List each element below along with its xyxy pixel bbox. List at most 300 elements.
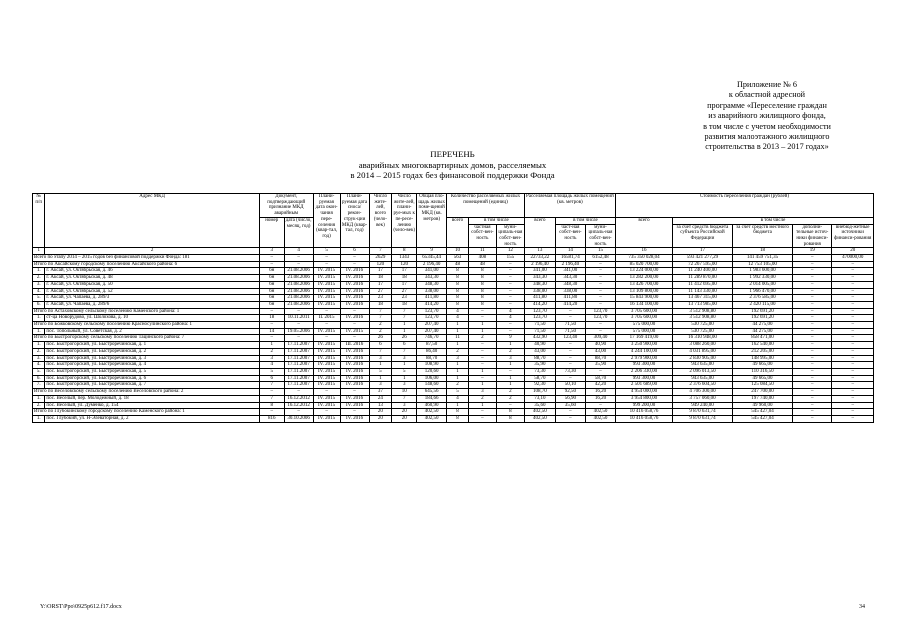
table-cell: IV. 2015 xyxy=(313,415,340,422)
column-number: 2 xyxy=(45,248,259,255)
table-cell: 247 700,00 xyxy=(732,389,792,396)
table-cell: – xyxy=(340,389,369,396)
footer-page-number: 34 xyxy=(859,604,865,610)
table-cell: 5 xyxy=(259,368,284,375)
header-no: № п/п xyxy=(33,194,45,248)
table-cell: 2 376 604,50 xyxy=(672,382,732,389)
table-cell: 1 xyxy=(447,368,469,375)
table-cell: 5 xyxy=(447,389,469,396)
table-cell: IV. 2015 xyxy=(313,268,340,275)
table-cell: 108,70 xyxy=(524,389,555,396)
table-cell: IV. 2016 xyxy=(340,348,369,355)
table-cell: – xyxy=(832,355,874,362)
table-cell: – xyxy=(832,402,874,409)
appendix-line: строительства в 2013 – 2017 годах» xyxy=(705,142,829,152)
table-cell: 44 275,00 xyxy=(732,322,792,329)
table-cell: – xyxy=(793,301,832,308)
table-cell: – xyxy=(496,261,524,268)
table-cell: 207,40 xyxy=(417,328,447,335)
table-cell: 645,56 xyxy=(417,389,447,396)
row-address: ст-ца Новорудово, ул. Шолохова, д. 10 xyxy=(45,315,259,322)
table-cell: 49 960,00 xyxy=(732,402,792,409)
table-cell: 7 xyxy=(369,348,392,355)
table-cell: 1 966 470,00 xyxy=(732,288,792,295)
table-cell: – xyxy=(793,261,832,268)
table-cell: 1 xyxy=(259,342,284,349)
table-cell: 3 xyxy=(392,402,417,409)
table-cell: – xyxy=(496,328,524,335)
table-cell: 2 xyxy=(496,389,524,396)
table-cell: 2 096 013,50 xyxy=(672,368,732,375)
table-cell: 18 xyxy=(369,301,392,308)
header-count-inc: в том числе xyxy=(468,217,524,224)
table-cell: – xyxy=(793,382,832,389)
table-cell: – xyxy=(832,395,874,402)
table-cell: 4 031 895,00 xyxy=(672,348,732,355)
column-number: 16 xyxy=(615,248,672,255)
table-cell: 108,90 xyxy=(417,362,447,369)
subtotal-row xyxy=(33,261,874,268)
table-cell: 8 xyxy=(259,402,284,409)
table-cell: – xyxy=(340,409,369,416)
table-cell: – xyxy=(793,308,832,315)
table-cell: – xyxy=(793,281,832,288)
table-cell: 3 250 900,00 xyxy=(615,342,672,349)
table-cell: 71,50 xyxy=(524,322,555,329)
table-cell: 2 196,40 xyxy=(555,261,585,268)
row-address: г. Аксай, ул. Октябрьская, д. 50 xyxy=(45,281,259,288)
table-cell: 338,00 xyxy=(417,288,447,295)
table-cell: 309,40 xyxy=(585,335,615,342)
table-cell: 106,00 xyxy=(417,375,447,382)
column-number: 17 xyxy=(672,248,732,255)
table-cell: 184,66 xyxy=(417,395,447,402)
table-cell: 10.11.2011 xyxy=(284,315,313,322)
column-number: 1 xyxy=(33,248,45,255)
table-cell: 22733,22 xyxy=(524,255,555,262)
header-doc-number: номер xyxy=(259,217,284,248)
row-address: пос. Быстрогорский, ул. Быстроречинская, д. 7 xyxy=(45,382,259,389)
table-cell: 43,00 xyxy=(585,348,615,355)
table-cell: 18 xyxy=(369,275,392,282)
table-cell: 1 xyxy=(369,375,392,382)
table-row xyxy=(33,315,874,322)
table-cell: 3 512 908,80 xyxy=(672,308,732,315)
table-cell: – xyxy=(340,335,369,342)
table-cell: – xyxy=(585,281,615,288)
table-cell: 1 992 330,00 xyxy=(732,275,792,282)
table-cell: 411,80 xyxy=(417,295,447,302)
table-row xyxy=(33,355,874,362)
table-cell: 123,40 xyxy=(555,335,585,342)
table-cell: IV. 2016 xyxy=(340,268,369,275)
table-cell: 17.11.2007 xyxy=(284,348,313,355)
table-wrapper xyxy=(32,193,874,423)
row-number: 2. xyxy=(33,275,45,282)
row-address: пос. Глубокий, ул. Н-Элеваторная, д. 2 xyxy=(45,415,259,422)
table-cell: – xyxy=(832,261,874,268)
table-cell: 7 xyxy=(369,308,392,315)
table-cell: – xyxy=(313,255,340,262)
header-area-inc: в том числе xyxy=(555,217,615,224)
row-number: 1. xyxy=(33,415,45,422)
table-cell: 40,90 xyxy=(524,342,555,349)
table-cell: 14 xyxy=(259,328,284,335)
table-cell: – xyxy=(313,389,340,396)
header-cost-total: всего xyxy=(615,217,672,248)
table-cell: 13 xyxy=(369,402,392,409)
table-cell: IV. 2015 xyxy=(313,281,340,288)
table-cell: 92,50 xyxy=(555,389,585,396)
table-cell: 6н xyxy=(259,281,284,288)
table-cell: 1 xyxy=(369,362,392,369)
table-cell: – xyxy=(259,335,284,342)
table-cell: 88,70 xyxy=(585,355,615,362)
table-cell: 24 xyxy=(369,395,392,402)
column-number: 10 xyxy=(447,248,469,255)
table-cell: – xyxy=(468,342,496,349)
table-cell: 71,50 xyxy=(524,328,555,335)
table-cell: 746,70 xyxy=(417,335,447,342)
table-cell: 123,70 xyxy=(585,308,615,315)
table-cell: 545 427,04 xyxy=(732,415,792,422)
table-cell: – xyxy=(832,281,874,288)
table-cell: 2 xyxy=(496,395,524,402)
table-cell: – xyxy=(468,415,496,422)
table-cell: IV. 2016 xyxy=(340,355,369,362)
table-cell: 16 310 948,00 xyxy=(672,335,732,342)
table-cell: – xyxy=(793,255,832,262)
table-cell: 3 xyxy=(392,382,417,389)
table-cell: 18 xyxy=(392,275,417,282)
table-cell: 40,90 xyxy=(585,342,615,349)
table-cell: – xyxy=(832,301,874,308)
row-address: г. Аксай, ул. Октябрьская, д. 52 xyxy=(45,288,259,295)
table-cell: 593 421 277,29 xyxy=(672,255,732,262)
table-cell: – xyxy=(793,335,832,342)
table-cell: 402,50 xyxy=(417,409,447,416)
table-cell: 148,60 xyxy=(417,382,447,389)
table-cell: 402,50 xyxy=(524,409,555,416)
table-cell: 816 xyxy=(259,415,284,422)
header-area-municipal: муни-ципаль-ная собст-вен-ность xyxy=(585,224,615,248)
table-cell: – xyxy=(585,275,615,282)
row-address: пос. Быстрогорский, ул. Быстроречинская, д. 5 xyxy=(45,368,259,375)
table-cell: 6н xyxy=(259,301,284,308)
table-cell: – xyxy=(340,255,369,262)
row-number: 1. xyxy=(33,315,45,322)
table-cell: – xyxy=(793,322,832,329)
table-cell: – xyxy=(555,415,585,422)
table-cell: – xyxy=(793,362,832,369)
table-cell: – xyxy=(832,362,874,369)
table-cell: 2 xyxy=(259,348,284,355)
table-cell: – xyxy=(284,308,313,315)
table-cell: IV. 2015 xyxy=(313,362,340,369)
column-number: 15 xyxy=(585,248,615,255)
appendix-line: в том числе с учетом необходимости xyxy=(703,121,831,131)
table-cell: 88,70 xyxy=(524,355,555,362)
table-cell: – xyxy=(585,295,615,302)
table-cell: – xyxy=(259,255,284,262)
table-cell: 2 376 585,00 xyxy=(732,295,792,302)
table-cell: 4 954 000,00 xyxy=(615,389,672,396)
column-number: 6 xyxy=(340,248,369,255)
header-count-private: частная собст-вен-ность xyxy=(468,224,496,248)
header-cost-extra: внебюд-жетные источники финанси-рования xyxy=(832,224,874,248)
table-cell: 13 224 000,00 xyxy=(615,268,672,275)
row-number: 2. xyxy=(33,348,45,355)
table-cell: 3 xyxy=(369,355,392,362)
table-cell: 8 xyxy=(447,275,469,282)
table-cell: 123,70 xyxy=(417,315,447,322)
table-cell: 858 471,00 xyxy=(732,335,792,342)
table-cell: IV. 2015 xyxy=(313,375,340,382)
table-cell: IV. 2015 xyxy=(313,395,340,402)
table-row xyxy=(33,328,874,335)
table-cell: 4 xyxy=(447,395,469,402)
table-cell: – xyxy=(832,335,874,342)
header-residents-total: Число жите-лей, всего (чело-век) xyxy=(369,194,392,248)
table-cell: IV. 2015 xyxy=(313,301,340,308)
table-cell: 7 xyxy=(392,395,417,402)
table-cell: 460,90 xyxy=(417,402,447,409)
table-cell: 20 xyxy=(369,415,392,422)
table-cell: IV. 2015 xyxy=(313,328,340,335)
table-cell: – xyxy=(793,288,832,295)
table-cell: 120 xyxy=(392,261,417,268)
subtotal-row xyxy=(33,335,874,342)
table-cell: 27 xyxy=(392,288,417,295)
table-cell: 8 xyxy=(468,301,496,308)
table-cell: IV. 2015 xyxy=(313,342,340,349)
table-cell: 16.12.2012 xyxy=(284,402,313,409)
table-cell: 9 870 631,74 xyxy=(672,409,732,416)
table-row xyxy=(33,415,874,422)
table-cell: 123,70 xyxy=(585,315,615,322)
table-cell: 20 xyxy=(369,409,392,416)
table-cell: 3 954 800,00 xyxy=(615,395,672,402)
table-cell: IV. 2016 xyxy=(340,288,369,295)
table-cell: 2 979 900,00 xyxy=(615,355,672,362)
table-cell: 26 xyxy=(369,335,392,342)
table-cell: 17.11.2007 xyxy=(284,382,313,389)
table-cell: 341,00 xyxy=(555,268,585,275)
table-cell: – xyxy=(259,322,284,329)
table-cell: 545 427,04 xyxy=(732,409,792,416)
table-cell: – xyxy=(832,295,874,302)
row-address: пос. Быстрогорский, ул. Быстроречинская, д. 6 xyxy=(45,375,259,382)
table-cell: 35,90 xyxy=(585,362,615,369)
table-cell: 3 088 260,00 xyxy=(672,342,732,349)
table-cell: IV. 2015 xyxy=(313,368,340,375)
table-cell: – xyxy=(555,308,585,315)
table-cell: 348,30 xyxy=(555,281,585,288)
column-number: 19 xyxy=(793,248,832,255)
table-cell: – xyxy=(284,322,313,329)
table-cell: 999 200,00 xyxy=(615,402,672,409)
table-cell: 7 xyxy=(392,315,417,322)
table-cell: 16,20 xyxy=(585,389,615,396)
table-cell: – xyxy=(585,301,615,308)
subtotal-row xyxy=(33,409,874,416)
table-cell: 212 205,00 xyxy=(732,348,792,355)
table-cell: IV. 2015 xyxy=(313,355,340,362)
column-number: 12 xyxy=(496,248,524,255)
table-cell: IV. 2015 xyxy=(313,382,340,389)
table-cell: 3 xyxy=(369,382,392,389)
table-cell: – xyxy=(585,368,615,375)
table-cell: 2 501 689,00 xyxy=(615,382,672,389)
row-number: 5. xyxy=(33,368,45,375)
row-address: пос. Быстрогорский, ул. Быстроречинская, д. 3 xyxy=(45,355,259,362)
table-cell: – xyxy=(793,389,832,396)
header-area-group: Расселяемая площадь жилых помещений (кв. метров) xyxy=(524,194,615,218)
table-cell: 9 870 631,74 xyxy=(672,415,732,422)
table-cell: 43,00 xyxy=(524,348,555,355)
table-cell: 49 665,00 xyxy=(732,375,792,382)
table-cell: 6 xyxy=(369,342,392,349)
table-cell: 21.08.2006 xyxy=(284,301,313,308)
table-cell: IV. 2016 xyxy=(340,301,369,308)
table-cell: – xyxy=(585,328,615,335)
table-cell: II. 2015 xyxy=(313,315,340,322)
table-cell: – xyxy=(496,322,524,329)
table-cell: 3 xyxy=(496,355,524,362)
table-cell: 88,70 xyxy=(417,355,447,362)
table-cell: – xyxy=(585,261,615,268)
table-cell: IV. 2016 xyxy=(340,402,369,409)
table-cell: 15 843 900,00 xyxy=(615,295,672,302)
table-cell: 73,30 xyxy=(555,368,585,375)
table-cell: – xyxy=(832,322,874,329)
table-cell: III. 2016 xyxy=(340,342,369,349)
table-cell: 402,50 xyxy=(417,415,447,422)
subtotal-label: Итого по Глубокинскому городскому поселению Каменского района: 1 xyxy=(33,409,260,416)
table-cell: – xyxy=(313,308,340,315)
table-row xyxy=(33,382,874,389)
table-cell: IV. 2016 xyxy=(340,415,369,422)
total-label: Всего по этапу 2014 – 2015 годов без финансовой поддержки Фонда: 181 xyxy=(33,255,260,262)
table-cell: 71,50 xyxy=(555,328,585,335)
table-cell: – xyxy=(832,368,874,375)
table-cell: 49 665,00 xyxy=(732,362,792,369)
table-cell: 16.12.2012 xyxy=(284,395,313,402)
table-cell: IV. 2016 xyxy=(340,382,369,389)
table-cell: IV. 2015 xyxy=(313,348,340,355)
table-cell: 993 300,00 xyxy=(615,375,672,382)
table-cell: 6 xyxy=(259,375,284,382)
table-cell: 20 xyxy=(392,415,417,422)
table-cell: 6н xyxy=(259,288,284,295)
table-cell: – xyxy=(832,288,874,295)
table-cell: 8 xyxy=(496,415,524,422)
table-cell: 8 xyxy=(468,281,496,288)
table-cell: 2 xyxy=(447,348,469,355)
table-cell: IV. 2016 xyxy=(340,395,369,402)
column-number: 4 xyxy=(284,248,313,255)
table-cell: 11 143 330,00 xyxy=(672,288,732,295)
table-cell: IV. 2016 xyxy=(340,315,369,322)
table-cell: – xyxy=(340,322,369,329)
table-cell: IV. 2016 xyxy=(340,368,369,375)
column-number: 14 xyxy=(555,248,585,255)
header-area-total: всего xyxy=(524,217,555,248)
column-number: 8 xyxy=(392,248,417,255)
table-cell: 343,30 xyxy=(417,275,447,282)
table-cell: 13 109 800,00 xyxy=(615,288,672,295)
table-cell: 6 xyxy=(392,342,417,349)
table-cell: 4 244 100,00 xyxy=(615,348,672,355)
appendix-line: из аварийного жилищного фонда, xyxy=(708,111,826,121)
table-cell: 4 xyxy=(496,308,524,315)
table-cell: IV. 2015 xyxy=(313,402,340,409)
table-cell: 408 xyxy=(468,255,496,262)
table-cell: – xyxy=(555,348,585,355)
column-number: 18 xyxy=(732,248,792,255)
table-cell: 3 xyxy=(259,355,284,362)
table-cell: IV. 2016 xyxy=(340,362,369,369)
table-cell: 575 000,00 xyxy=(615,328,672,335)
table-cell: 2629 xyxy=(369,255,392,262)
table-cell: 1 xyxy=(447,328,469,335)
table-cell: 13 713 985,00 xyxy=(672,301,732,308)
table-cell: 6н xyxy=(259,275,284,282)
table-cell: 12 753 105,00 xyxy=(732,261,792,268)
table-cell: – xyxy=(793,409,832,416)
footer-file-path: Y:\ORST\Ppo\0925p612.f17.docx xyxy=(40,604,122,610)
table-cell: 530 725,00 xyxy=(672,322,732,329)
table-cell: – xyxy=(496,368,524,375)
table-row xyxy=(33,348,874,355)
table-cell: 50,10 xyxy=(555,382,585,389)
row-number: 6. xyxy=(33,375,45,382)
table-cell: 4 xyxy=(259,362,284,369)
table-cell: 17 xyxy=(392,268,417,275)
table-cell: – xyxy=(793,348,832,355)
table-cell: – xyxy=(555,342,585,349)
table-cell: IV. 2015 xyxy=(313,288,340,295)
table-cell: – xyxy=(793,342,832,349)
row-number: 1. xyxy=(33,328,45,335)
total-row xyxy=(33,255,874,262)
table-cell: 86,40 xyxy=(417,348,447,355)
table-cell: 943 635,00 xyxy=(672,362,732,369)
table-cell: – xyxy=(496,402,524,409)
header-planned-end: Плани-руемая дата окон-чания пере-селения (квар-тал, год) xyxy=(313,194,340,248)
appendix-line: развития малоэтажного жилищного xyxy=(704,132,830,142)
table-cell: 58,70 xyxy=(585,375,615,382)
table-cell: – xyxy=(793,328,832,335)
table-cell: 1 xyxy=(447,362,469,369)
table-cell: 949 240,00 xyxy=(672,402,732,409)
header-cost-inc: в том числе xyxy=(672,217,873,224)
table-cell: – xyxy=(793,355,832,362)
table-cell: 125 084,50 xyxy=(732,382,792,389)
appendix-line: к областной адресной xyxy=(728,90,806,100)
table-cell: 18 xyxy=(392,301,417,308)
table-cell: 3 705 600,00 xyxy=(615,315,672,322)
table-cell: 432,90 xyxy=(524,335,555,342)
table-cell: 17.11.2007 xyxy=(284,368,313,375)
row-number: 2. xyxy=(33,402,45,409)
table-cell: IV. 2016 xyxy=(340,275,369,282)
table-cell: 1 xyxy=(392,328,417,335)
table-cell: 8 xyxy=(447,295,469,302)
table-cell: – xyxy=(468,362,496,369)
table-cell: 16,20 xyxy=(585,395,615,402)
table-cell: 3 xyxy=(468,389,496,396)
